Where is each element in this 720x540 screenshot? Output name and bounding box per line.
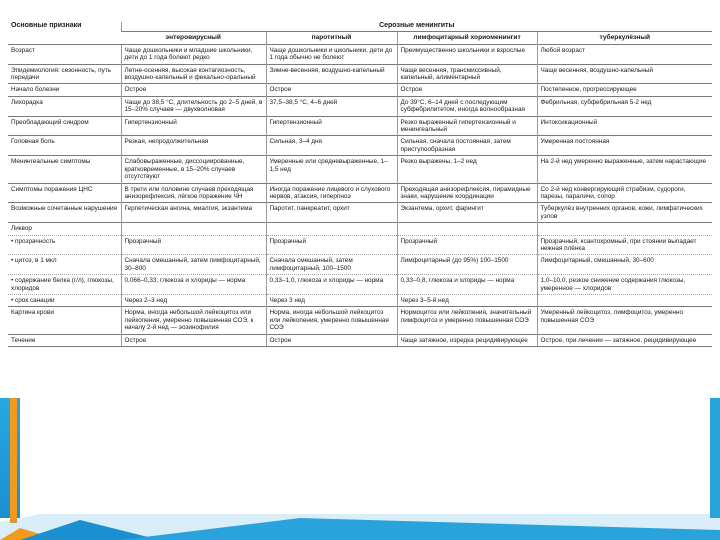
table-row xyxy=(8,334,712,346)
table-cell: 1,0–10,0, резкое снижение содержания глюкозы, умеренное — хлоридов xyxy=(537,275,712,295)
row-parameter-cell: Менингеальные симптомы xyxy=(8,156,121,183)
table-cell: Умеренные или средневыраженные, 1–1,5 нед xyxy=(266,156,397,183)
row-parameter-cell: Картина крови xyxy=(8,307,121,334)
group-title-header: Серозные менингиты xyxy=(121,22,712,32)
column-header-lcm: лимфоцитарный хориоменингит xyxy=(397,32,537,44)
table-cell: Любой возраст xyxy=(537,44,712,64)
table-cell: Нормоцитоз или лейкопения, значительный лимфоцитоз и умеренно повышенная СОЭ xyxy=(397,307,537,334)
row-parameter-cell: Начало болезни xyxy=(8,84,121,96)
table-cell: Чаще весенняя, трансмиссивный, капельный, алиментарный xyxy=(397,64,537,84)
table-cell: Сначала смешанный, затем лимфоцитарный, 30–800 xyxy=(121,255,266,275)
table-cell: Острое xyxy=(266,84,397,96)
table-cell: Преходящая анизорефлексия, пирамидные знаки, нарушение координации xyxy=(397,183,537,203)
table-cell: Резко выраженный гипертензионный и менингеальный xyxy=(397,116,537,136)
table-cell: Острое, при лечении — затяжное, рецидивирующее xyxy=(537,334,712,346)
table-cell: Туберкулёз внутренних органов, кожи, лимфатических узлов xyxy=(537,203,712,223)
row-parameter-cell: • срок санации xyxy=(8,294,121,306)
table-cell: Сильная, сначала постоянная, затем приступообразная xyxy=(397,136,537,156)
table-cell: Через 2–3 нед xyxy=(121,294,266,306)
table-cell: Лимфоцитарный (до 95%) 100–1500 xyxy=(397,255,537,275)
table-cell: Прозрачный xyxy=(266,235,397,255)
parameter-column-header: Основные признаки xyxy=(11,22,82,29)
table-cell: Норма, иногда небольшой лейкоцитоз или лейкопения, умеренно повышенная СОЭ, к началу 2-й нед — эозинофилия xyxy=(121,307,266,334)
table-cell xyxy=(537,223,712,235)
table-cell: Умеренный лейкоцитоз, лимфоцитоз, умеренно повышенная СОЭ xyxy=(537,307,712,334)
table-cell: Герпетическая ангина, миалгия, экзантема xyxy=(121,203,266,223)
table-row xyxy=(8,235,712,255)
table-row xyxy=(8,116,712,136)
slide-accent-left-orange xyxy=(10,398,17,523)
table-row xyxy=(8,156,712,183)
table-cell: Чаще до 38,5 °С, длительность до 2–5 дней, в 15–20% случаев — двухволновая xyxy=(121,96,266,116)
meningitis-comparison-table xyxy=(8,22,712,347)
comparison-table-container xyxy=(8,22,712,347)
table-cell: Норма, иногда небольшой лейкоцитоз или лейкопения, умеренно повышенная СОЭ xyxy=(266,307,397,334)
table-cell: Через 3–5-й нед xyxy=(397,294,537,306)
table-row xyxy=(8,64,712,84)
table-cell: Лимфоцитарный, смешанный, 30–600 xyxy=(537,255,712,275)
table-row xyxy=(8,183,712,203)
table-cell: В трети или половине случаев преходящая анизорефлексия, лёгкое поражение ЧН xyxy=(121,183,266,203)
table-cell: Резкая, непродолжительная xyxy=(121,136,266,156)
column-header-tuberculous: туберкулёзный xyxy=(537,32,712,44)
table-cell: 0,33–0,8, глюкоза и хлориды — норма xyxy=(397,275,537,295)
row-parameter-cell: Эпидемиология: сезонность, путь передачи xyxy=(8,64,121,84)
table-cell: Острое xyxy=(397,84,537,96)
table-cell: Резко выражены, 1–2 нед xyxy=(397,156,537,183)
table-cell: До 39°С, 6–14 дней с последующим субфебрилитетом, иногда волнообразная xyxy=(397,96,537,116)
table-cell: Гипертензионный xyxy=(121,116,266,136)
row-parameter-cell: Течение xyxy=(8,334,121,346)
row-parameter-cell: Симптомы поражения ЦНС xyxy=(8,183,121,203)
slide-accent-right-blue xyxy=(710,398,720,518)
table-cell: Интоксикационный xyxy=(537,116,712,136)
table-cell: Преимущественно школьники и взрослые xyxy=(397,44,537,64)
table-cell: Фебрильная, субфебрильная 5-2 нед xyxy=(537,96,712,116)
table-row xyxy=(8,223,712,235)
slide-bottom-decoration xyxy=(0,514,720,540)
table-cell xyxy=(266,223,397,235)
table-cell: Со 2-й нед конвергирующий страбизм, судороги, парезы, параличи, сопор xyxy=(537,183,712,203)
table-cell: Иногда поражение лицевого и слухового нервов, атаксия, гиперпноэ xyxy=(266,183,397,203)
table-cell: Через 3 нед xyxy=(266,294,397,306)
table-cell: Гипертензионный xyxy=(266,116,397,136)
table-row xyxy=(8,136,712,156)
table-cell: Умеренная постоянная xyxy=(537,136,712,156)
table-row xyxy=(8,44,712,64)
table-cell: Паротит, панкреатит, орхит xyxy=(266,203,397,223)
table-cell: 0,33–1,0, глюкоза и хлориды — норма xyxy=(266,275,397,295)
table-cell: Чаще дошкольники и школьники, дети до 1 года обычно не болеют xyxy=(266,44,397,64)
table-cell xyxy=(121,223,266,235)
row-parameter-cell: Возраст xyxy=(8,44,121,64)
table-cell: Острое xyxy=(121,84,266,96)
table-cell: Прозрачный xyxy=(397,235,537,255)
table-row xyxy=(8,307,712,334)
table-cell: Чаще затяжное, изредка рецидивирующее xyxy=(397,334,537,346)
table-cell: Сначала смешанный, затем лимфоцитарный, 100–1500 xyxy=(266,255,397,275)
table-cell: Прозрачный xyxy=(121,235,266,255)
table-cell: Слабовыраженные, диссоциированные, кратковременные, в 15–20% случаев отсутствуют xyxy=(121,156,266,183)
table-row xyxy=(8,203,712,223)
table-row xyxy=(8,275,712,295)
table-cell: На 2-й нед умеренно выраженные, затем нарастающие xyxy=(537,156,712,183)
table-cell: Постепенное, прогрессирующее xyxy=(537,84,712,96)
table-cell: Острое xyxy=(121,334,266,346)
row-parameter-cell: • содержание белка (г/л), глюкозы, хлоридов xyxy=(8,275,121,295)
table-row xyxy=(8,84,712,96)
table-cell xyxy=(397,223,537,235)
table-cell: Чаще дошкольники и младшие школьники, дети до 1 года болеют редко xyxy=(121,44,266,64)
table-cell: Сильная, 3–4 дня xyxy=(266,136,397,156)
table-cell: Прозрачный, ксантохромный, при стоянии выпадает нежная плёнка xyxy=(537,235,712,255)
column-header-enterovirus: энтеровирусный xyxy=(121,32,266,44)
row-parameter-cell: Ликвор xyxy=(8,223,121,235)
column-header-mumps: паротитный xyxy=(266,32,397,44)
table-row xyxy=(8,96,712,116)
table-row xyxy=(8,255,712,275)
row-parameter-cell: • прозрачность xyxy=(8,235,121,255)
table-row xyxy=(8,294,712,306)
table-body xyxy=(8,44,712,346)
table-cell: Зимне-весенняя, воздушно-капельный xyxy=(266,64,397,84)
table-cell xyxy=(537,294,712,306)
table-cell: 0,066–0,33, глюкоза и хлориды — норма xyxy=(121,275,266,295)
table-cell: Экзантема, орхит, фарингит xyxy=(397,203,537,223)
row-parameter-cell: Головная боль xyxy=(8,136,121,156)
table-cell: Летне-осенняя, высокая контагиозность, воздушно-капельный и фекально-оральный xyxy=(121,64,266,84)
table-cell: Чаще весенняя, воздушно-капельный xyxy=(537,64,712,84)
row-parameter-cell: Преобладающий синдром xyxy=(8,116,121,136)
row-parameter-cell: Лихорадка xyxy=(8,96,121,116)
row-parameter-cell: • цитоз, в 1 мкл xyxy=(8,255,121,275)
table-header xyxy=(8,22,712,44)
row-parameter-cell: Возможные сочетанные нарушения xyxy=(8,203,121,223)
table-cell: 37,5–38,5 °С, 4–6 дней xyxy=(266,96,397,116)
table-cell: Острое xyxy=(266,334,397,346)
